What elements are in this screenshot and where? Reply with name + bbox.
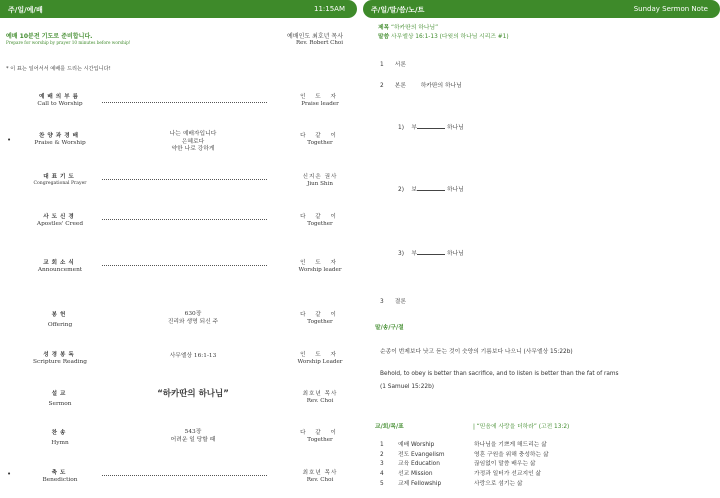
song-3: 약한 나로 강하게 — [171, 146, 215, 152]
left-header-title: 주/일/예/배 — [8, 6, 43, 14]
item-label-en: Hymn — [51, 440, 69, 446]
right-header-subtitle: Sunday Sermon Note — [633, 5, 708, 13]
item-leader-en: Worship Leader — [297, 359, 343, 365]
right-header-title: 주/일/말/씀/노/트 — [371, 6, 425, 14]
worship-leader-ko: 예배인도 최호년 목사 — [287, 33, 343, 40]
item-leader-en: Worship leader — [298, 267, 342, 273]
item-label-ko: 설교 — [51, 391, 69, 397]
outline-intro: 1 서론 — [380, 62, 406, 68]
item-label-en: Offering — [47, 322, 73, 328]
outline-conclusion: 3 결론 — [380, 299, 406, 305]
dotted-leader — [102, 215, 267, 220]
item-label-ko: 봉헌 — [51, 312, 69, 318]
order-item-praise-worship — [0, 131, 357, 161]
item-label-en: Benediction — [42, 477, 78, 483]
dotted-leader — [102, 175, 267, 180]
service-time: 11:15AM — [313, 5, 345, 13]
item-leader-ko: 인 도 자 — [300, 260, 340, 266]
point-3: 3) 부 하나님 — [398, 251, 464, 257]
outline-body: 2 본론 하카딴의 하나님 — [380, 83, 462, 89]
item-leader-ko: 다 같 이 — [300, 312, 340, 318]
sermon-note-page — [363, 0, 720, 498]
sermon-text-row — [378, 31, 509, 40]
standing-note: * 이 표는 일어서서 예배를 드리는 시간입니다! — [6, 66, 111, 72]
fill-blank[interactable] — [417, 123, 445, 129]
order-item-announcement — [0, 258, 357, 288]
item-label-en: Apostles' Creed — [36, 221, 84, 227]
item-leader-en: Jiun Shin — [307, 181, 333, 187]
goal-item: 3 교육 Education 끊임없이 말씀 배우는 삶 — [380, 461, 536, 468]
item-label-en: Sermon — [48, 401, 72, 407]
item-label-en: Congregational Prayer — [33, 181, 87, 186]
item-leader-en: Together — [307, 319, 333, 325]
item-leader-ko: 다 같 이 — [300, 214, 340, 220]
item-leader-en: Together — [307, 437, 333, 443]
church-goals-list — [380, 441, 549, 490]
item-label-en: Praise & Worship — [34, 140, 86, 146]
item-label-ko: 예배의부름 — [38, 94, 82, 100]
item-label-en: Announcement — [37, 267, 83, 273]
goals-quote: | “믿음에 사랑을 더하라” (고전 13:2) — [473, 424, 570, 430]
item-leader-ko: 최호년 목사 — [302, 470, 338, 476]
right-header-bar — [363, 0, 720, 18]
order-item-hymn — [0, 428, 357, 458]
fill-blank[interactable] — [417, 185, 445, 191]
item-leader-en: Praise leader — [301, 101, 339, 107]
memory-verse-ref: (1 Samuel 15:22b) — [380, 384, 435, 390]
sermon-title-row — [378, 22, 438, 31]
item-leader-en: Rev. Choi — [306, 477, 334, 483]
dotted-leader — [102, 261, 267, 266]
standing-bullet-icon: • — [7, 136, 12, 144]
song-1: 나는 예배자입니다 — [169, 131, 217, 137]
sermon-title: “하카딴의 하나님” — [157, 389, 229, 399]
left-header-bar — [0, 0, 357, 18]
offering-hymn-number: 630장 — [184, 311, 202, 317]
order-item-call-to-worship — [0, 92, 357, 122]
goals-header: 교/회/목/표 — [375, 424, 404, 430]
item-label-ko: 축도 — [51, 470, 69, 476]
item-label-en: Scripture Reading — [33, 359, 87, 365]
memory-verse-ko: 순종이 번제보다 낫고 듣는 것이 숫양의 기름보다 나으니 (사무엘상 15:22b) — [380, 349, 573, 355]
item-leader-ko: 인 도 자 — [300, 352, 340, 358]
item-leader-en: Together — [307, 221, 333, 227]
order-of-worship-page — [0, 0, 357, 498]
order-item-benediction — [0, 468, 357, 498]
text-label: 말씀 — [378, 34, 390, 40]
intro-ko: 예배 10분전 기도로 준비합니다. — [6, 33, 93, 40]
item-leader-ko: 다 같 이 — [300, 430, 340, 436]
point-2: 2) 보 하나님 — [398, 187, 464, 193]
order-item-scripture-reading — [0, 350, 357, 380]
standing-bullet-icon: • — [7, 470, 12, 478]
item-label-en: Call to Worship — [37, 101, 83, 107]
dotted-leader — [102, 98, 267, 103]
verse-header: 말/송/구/절 — [375, 325, 404, 331]
goal-item: 4 선교 Mission 가정과 일터가 선교지인 삶 — [380, 471, 542, 478]
order-item-sermon — [0, 389, 357, 419]
title-label: 제목 — [378, 25, 390, 31]
item-label-ko: 찬송 — [51, 430, 69, 436]
point-1: 1) 부 하나님 — [398, 125, 464, 131]
item-leader-ko: 인 도 자 — [300, 94, 340, 100]
dotted-leader — [102, 471, 267, 476]
item-label-ko: 성경봉독 — [43, 352, 77, 358]
title-value: “하카딴의 하나님” — [391, 25, 439, 31]
offering-hymn-title: 진리와 생명 되신 주 — [167, 318, 219, 325]
item-label-ko: 교회소식 — [43, 260, 77, 266]
intro-en: Prepare for worship by prayer 10 minutes before worship! — [6, 40, 131, 45]
item-leader-ko: 최호년 목사 — [302, 391, 338, 397]
item-label-ko: 사도신경 — [43, 214, 77, 220]
item-leader-en: Rev. Choi — [306, 398, 334, 404]
goal-item: 1 예배 Worship 하나님을 기쁘게 해드리는 삶 — [380, 442, 547, 448]
item-leader-en: Together — [307, 140, 333, 146]
text-value: 사무엘상 16:1-13 (다윗의 하나님 시리즈 #1) — [391, 34, 509, 40]
item-leader-ko: 다 같 이 — [300, 133, 340, 139]
item-label-ko: 대표기도 — [43, 174, 77, 180]
worship-leader-en: Rev. Robert Choi — [296, 40, 343, 46]
item-label-ko: 찬양과경배 — [38, 133, 82, 139]
order-item-apostles-creed — [0, 212, 357, 242]
goal-item: 2 전도 Evangelism 영혼 구원을 위해 충성하는 삶 — [380, 451, 549, 458]
order-item-prayer — [0, 172, 357, 202]
order-item-offering — [0, 310, 357, 340]
scripture-reference: 사무엘상 16:1-13 — [169, 353, 217, 359]
hymn-number: 543장 — [184, 429, 202, 435]
song-2: 은혜로다 — [181, 138, 205, 145]
fill-blank[interactable] — [417, 249, 445, 255]
item-leader-ko: 신지은 권사 — [302, 174, 338, 180]
goal-item: 5 교제 Fellowship 사랑으로 섬기는 삶 — [380, 480, 523, 487]
memory-verse-en: Behold, to obey is better than sacrifice, and to listen is better than the fat of rams — [380, 371, 619, 377]
hymn-title: 어려운 일 당할 때 — [170, 436, 216, 443]
